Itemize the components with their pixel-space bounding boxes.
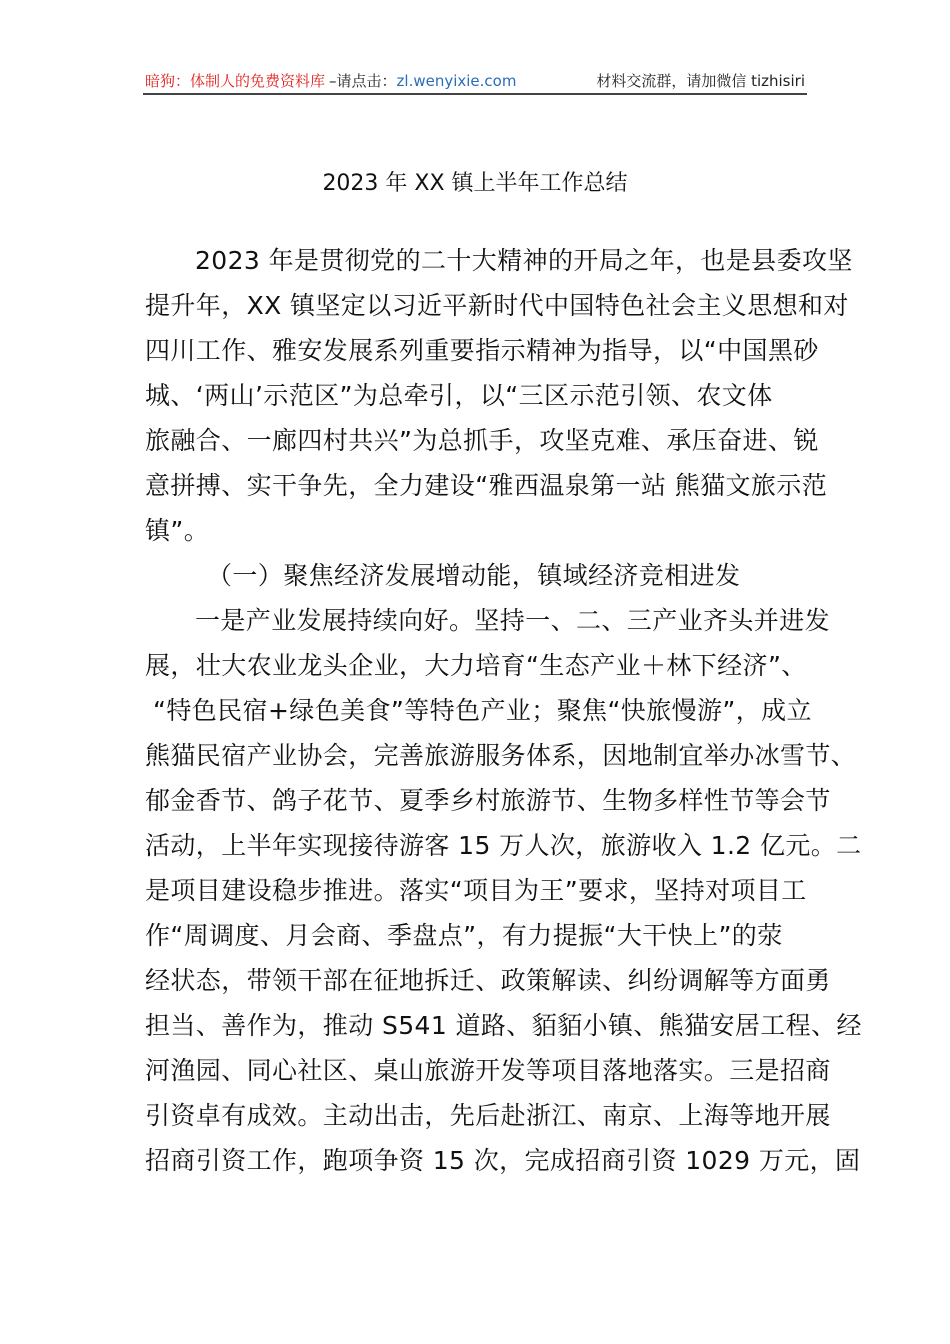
site-link[interactable]: zl.wenyixie.com <box>396 72 517 90</box>
paragraph-line: 一是产业发展持续向好。坚持一、二、三产业齐头并进发 <box>195 606 831 635</box>
paragraph-line: 作“周调度、月会商、季盘点”，有力提振“大干快上”的荥 <box>145 921 783 950</box>
paragraph-line: 是项目建设稳步推进。落实“项目为王”要求，坚持对项目工 <box>145 876 807 905</box>
paragraph-line: 招商引资工作，跑项争资 15 次，完成招商引资 1029 万元，固 <box>145 1146 861 1175</box>
click-label: –请点击： <box>329 72 397 90</box>
paragraph-line: 活动，上半年实现接待游客 15 万人次，旅游收入 1.2 亿元。二 <box>145 831 862 860</box>
document-title: 2023 年 XX 镇上半年工作总结 <box>322 171 628 196</box>
paragraph-line: 意拼搏、实干争先，全力建设“雅西温泉第一站 熊猫文旅示范 <box>145 471 828 500</box>
paragraph-line: 旅融合、一廊四村共兴”为总抓手，攻坚克难、承压奋进、锐 <box>145 426 819 455</box>
paragraph-line: 引资卓有成效。主动出击，先后赴浙江、南京、上海等地开展 <box>145 1101 831 1130</box>
paragraph-line: 熊猫民宿产业协会，完善旅游服务体系，因地制宜举办冰雪节、 <box>145 741 857 770</box>
paragraph-line: 2023 年是贯彻党的二十大精神的开局之年，也是县委攻坚 <box>195 246 853 275</box>
paragraph-line: 郁金香节、鸽子花节、夏季乡村旅游节、生物多样性节等会节 <box>145 786 831 815</box>
paragraph-line: 展，壮大农业龙头企业，大力培育“生态产业＋林下经济”、 <box>145 651 807 680</box>
paragraph-line: 经状态，带领干部在征地拆迁、政策解读、纠纷调解等方面勇 <box>145 966 831 995</box>
document-body <box>145 238 862 1183</box>
paragraph-line: 四川工作、雅安发展系列重要指示精神为指导，以“中国黑砂 <box>145 336 819 365</box>
paragraph-line: 镇”。 <box>145 516 210 545</box>
header-left <box>145 68 516 94</box>
paragraph-line: 提升年，XX 镇坚定以习近平新时代中国特色社会主义思想和对 <box>145 291 849 320</box>
header-divider <box>143 93 807 95</box>
paragraph-line: 河渔园、同心社区、桌山旅游开发等项目落地落实。三是招商 <box>145 1056 831 1085</box>
contact-text: 材料交流群，请加微信 tizhisiri <box>596 72 805 90</box>
paragraph-line: “特色民宿+绿色美食”等特色产业；聚焦“快旅慢游”，成立 <box>153 696 812 725</box>
brand-text: 暗狗：体制人的免费资料库 <box>145 72 326 90</box>
watermark-header <box>145 68 805 94</box>
paragraph-line: 担当、善作为，推动 S541 道路、貊貊小镇、熊猫安居工程、经 <box>145 1011 862 1040</box>
paragraph-line: 城、‘两山’示范区”为总牵引，以“三区示范引领、农文体 <box>145 381 773 410</box>
section-heading: （一）聚焦经济发展增动能，镇域经济竞相进发 <box>207 561 741 590</box>
